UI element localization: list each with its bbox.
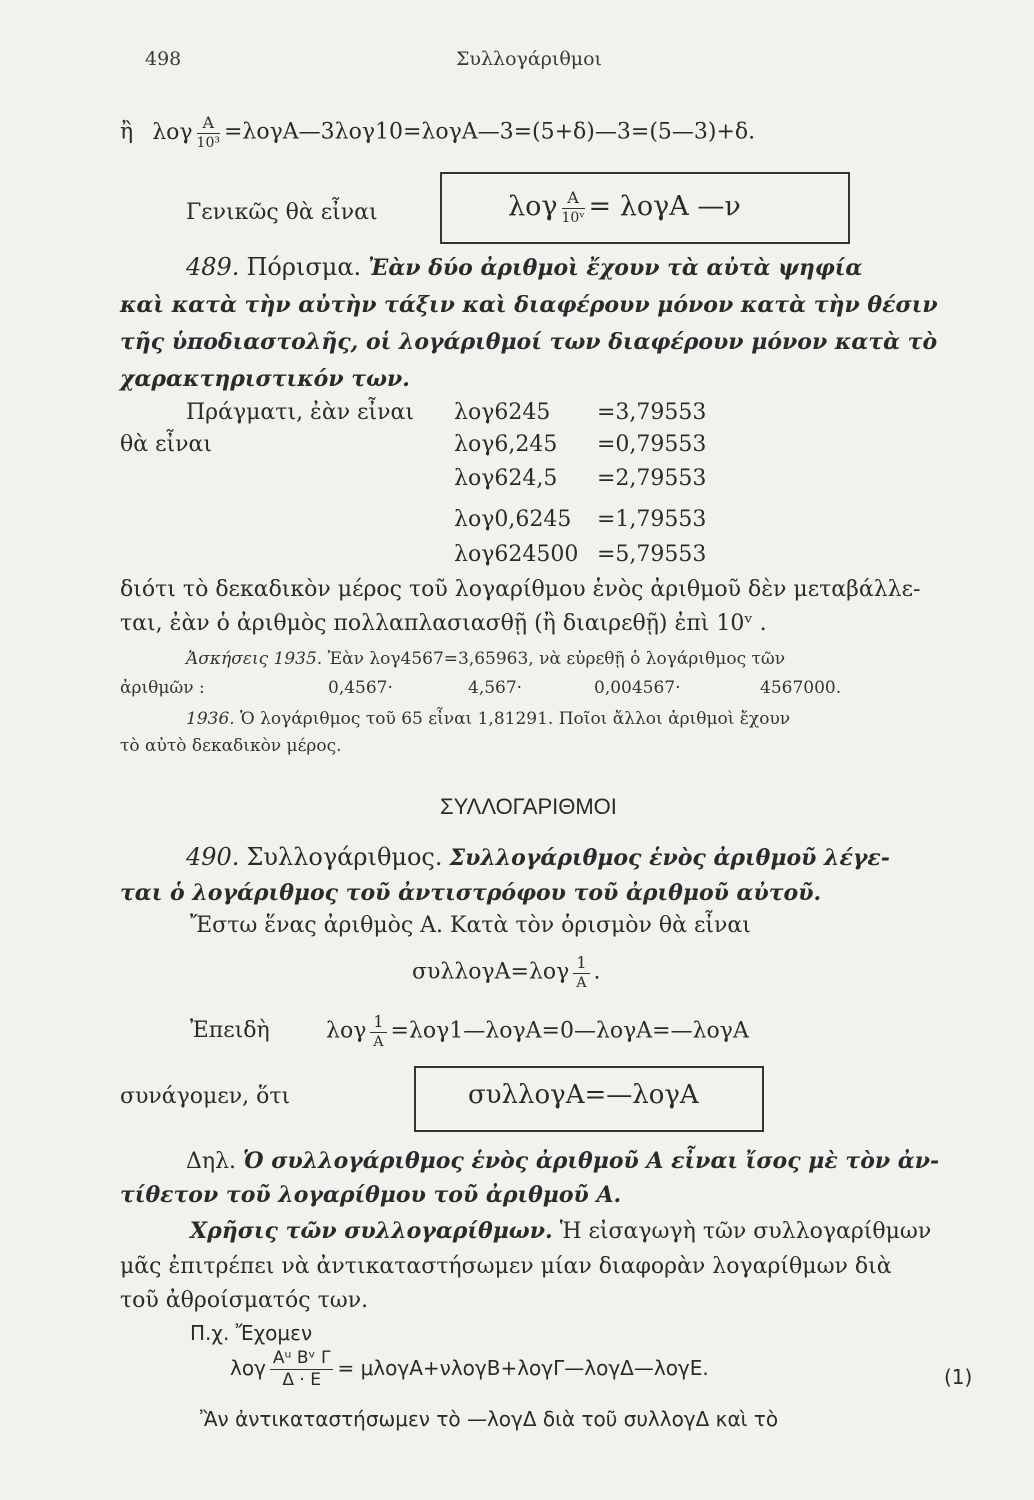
para-489-line4: χαρακτηριστικόν των. [120, 366, 410, 392]
since-fraction [370, 1014, 386, 1049]
eq-eta: ἢ [120, 119, 134, 145]
para-489-text1: Ἐὰν δύο ἀριθμοὶ ἔχουν τὰ αὐτὰ ψηφία [368, 255, 863, 281]
exercise-1935-text: Ἐὰν λογ4567=3,65963, νὰ εὑρεθῇ ὁ λογάριθμος τῶν [327, 649, 786, 669]
exercise-numbers-label: ἀριθμῶν : [120, 678, 205, 698]
gen-den: 10ᵛ [561, 210, 585, 226]
because-line1: διότι τὸ δεκαδικὸν μέρος τοῦ λογαρίθμου ἑνὸς ἀριθμοῦ δὲν μεταβάλλε- [120, 577, 921, 602]
since-den: A [373, 1034, 384, 1050]
since-num: 1 [370, 1014, 386, 1033]
ex-log: λογ [230, 1356, 266, 1380]
gen-rhs: = λογA —ν [588, 191, 741, 222]
conclude-text: συνάγομεν, ὅτι [120, 1084, 291, 1109]
para-489-line3: τῆς ὑποδιαστολῆς, οἱ λογάριθμοί των διαφέρουν μόνον κατὰ τὸ [120, 329, 938, 355]
exercise-1936 [186, 706, 790, 732]
exercise-1935 [186, 646, 785, 672]
ex-rhs: = μλογA+νλογB+λογΓ—λογΔ—λογE. [337, 1356, 709, 1380]
log-lhs-4: λογ624500 [454, 542, 579, 567]
log-rhs-0: =3,79553 [597, 400, 707, 425]
log-rhs-2: =2,79553 [597, 466, 707, 491]
gen-num: A [562, 190, 585, 209]
use-label: Χρῆσις τῶν συλλογαρίθμων. [190, 1218, 553, 1244]
log-rhs-4: =5,79553 [597, 542, 707, 567]
para-489-line2: καὶ κατὰ τὴν αὐτὴν τάξιν καὶ διαφέρουν μόνον κατὰ τὴν θέσιν [120, 292, 938, 318]
since-rhs: =λογ1—λογA=0—λογA=—λογA [390, 1018, 749, 1044]
para-490-number: 490. [186, 843, 240, 871]
log-lhs-3: λογ0,6245 [454, 507, 572, 532]
colog-den: A [576, 975, 587, 991]
para-489-line1 [186, 252, 862, 284]
para-490-def1: Συλλογάριθμος ἑνὸς ἀριθμοῦ λέγε- [449, 845, 890, 871]
colog-num: 1 [573, 955, 589, 974]
exercise-1936-line2: τὸ αὐτὸ δεκαδικὸν μέρος. [120, 736, 342, 756]
indeed-text: Πράγματι, ἐὰν εἶναι [186, 400, 414, 425]
eq-rhs: =λογA—3λογ10=λογA—3=(5+δ)—3=(5—3)+δ. [223, 119, 756, 145]
example-label: Π.χ. Ἔχομεν [190, 1321, 313, 1345]
equation-number: (1) [944, 1365, 973, 1389]
will-be-text: θὰ εἶναι [120, 432, 212, 457]
colog-definition: συλλογA=λογ $\frac{1}{A}$ . [412, 953, 601, 991]
exercise-number-2: 0,004567· [594, 678, 681, 698]
colog-def-text: συλλογA=λογ [412, 959, 570, 985]
general-formula [508, 190, 741, 225]
eq-fraction [197, 115, 220, 150]
log-lhs-1: λογ6,245 [454, 432, 558, 457]
exercise-label: Ἀσκήσεις 1935. [186, 649, 323, 669]
ex-fraction [270, 1350, 334, 1389]
since-equation [326, 1014, 749, 1049]
eq-log: λογ [152, 119, 193, 145]
general-label: Γενικῶς θὰ εἶναι [186, 200, 378, 225]
ex-num: Aᵘ Bᵛ Γ [270, 1350, 334, 1370]
rule-text1: Ὁ συλλογάριθμος ἑνὸς ἀριθμοῦ A εἶναι ἴσος μὲ τὸν ἀν- [243, 1148, 940, 1174]
section-title: ΣΥΛΛΟΓΑΡΙΘΜΟΙ [440, 794, 617, 819]
exercise-1936-text1: Ὁ λογάριθμος τοῦ 65 εἶναι 1,81291. Ποῖοι ἄλλοι ἀριθμοὶ ἔχουν [240, 709, 791, 729]
use-line1 [190, 1216, 931, 1247]
exercise-number-1: 4,567· [468, 678, 523, 698]
since-label: Ἐπειδὴ [190, 1018, 270, 1043]
colog-boxed-formula: συλλογA=—λογA [468, 1080, 699, 1110]
example-equation [230, 1350, 709, 1389]
exercise-number-3: 4567000. [760, 678, 842, 698]
para-490-title: Συλλογάριθμος. [246, 843, 443, 871]
page-number: 498 [145, 48, 182, 70]
last-line: Ἂν ἀντικαταστήσωμεν τὸ —λογΔ διὰ τοῦ συλλογΔ καὶ τὸ [200, 1407, 779, 1431]
because-line2: ται, ἐὰν ὁ ἀριθμὸς πολλαπλασιασθῇ (ἢ διαιρεθῇ) ἐπὶ 10ᵛ . [120, 611, 767, 636]
use-line2: μᾶς ἐπιτρέπει νὰ ἀντικαταστήσωμεν μίαν διαφορὰν λογαρίθμων διὰ [120, 1254, 892, 1279]
para-489-title: Πόρισμα. [246, 253, 362, 281]
use-line3: τοῦ ἀθροίσματός των. [120, 1288, 369, 1313]
rule-line1 [186, 1146, 939, 1177]
para-489-number: 489. [186, 253, 240, 281]
since-log: λογ [326, 1018, 367, 1044]
colog-fraction [573, 955, 589, 990]
running-title: Συλλογάριθμοι [456, 48, 602, 70]
rule-line2: τίθετον τοῦ λογαρίθμου τοῦ ἀριθμοῦ A. [120, 1182, 622, 1208]
use-text1: Ἡ εἰσαγωγὴ τῶν συλλογαρίθμων [559, 1219, 932, 1244]
eq-num: A [197, 115, 220, 134]
para-490-line1 [186, 842, 890, 874]
gen-fraction [562, 190, 585, 225]
log-lhs-0: λογ6245 [454, 400, 551, 425]
para-490-def2: ται ὁ λογάριθμος τοῦ ἀντιστρόφου τοῦ ἀριθμοῦ αὐτοῦ. [120, 880, 822, 906]
equation-top [120, 115, 755, 150]
para-490-let: Ἔστω ἕνας ἀριθμὸς A. Κατὰ τὸν ὁρισμὸν θὰ εἶναι [190, 913, 751, 938]
log-rhs-1: =0,79553 [597, 432, 707, 457]
log-lhs-2: λογ624,5 [454, 466, 558, 491]
exercise-number-0: 0,4567· [328, 678, 393, 698]
exercise-1936-label: 1936. [186, 709, 235, 729]
log-rhs-3: =1,79553 [597, 507, 707, 532]
eq-den: 10³ [196, 135, 220, 151]
ex-den: Δ · E [282, 1370, 321, 1390]
gen-log: λογ [508, 191, 558, 222]
rule-dil: Δηλ. [186, 1149, 237, 1174]
